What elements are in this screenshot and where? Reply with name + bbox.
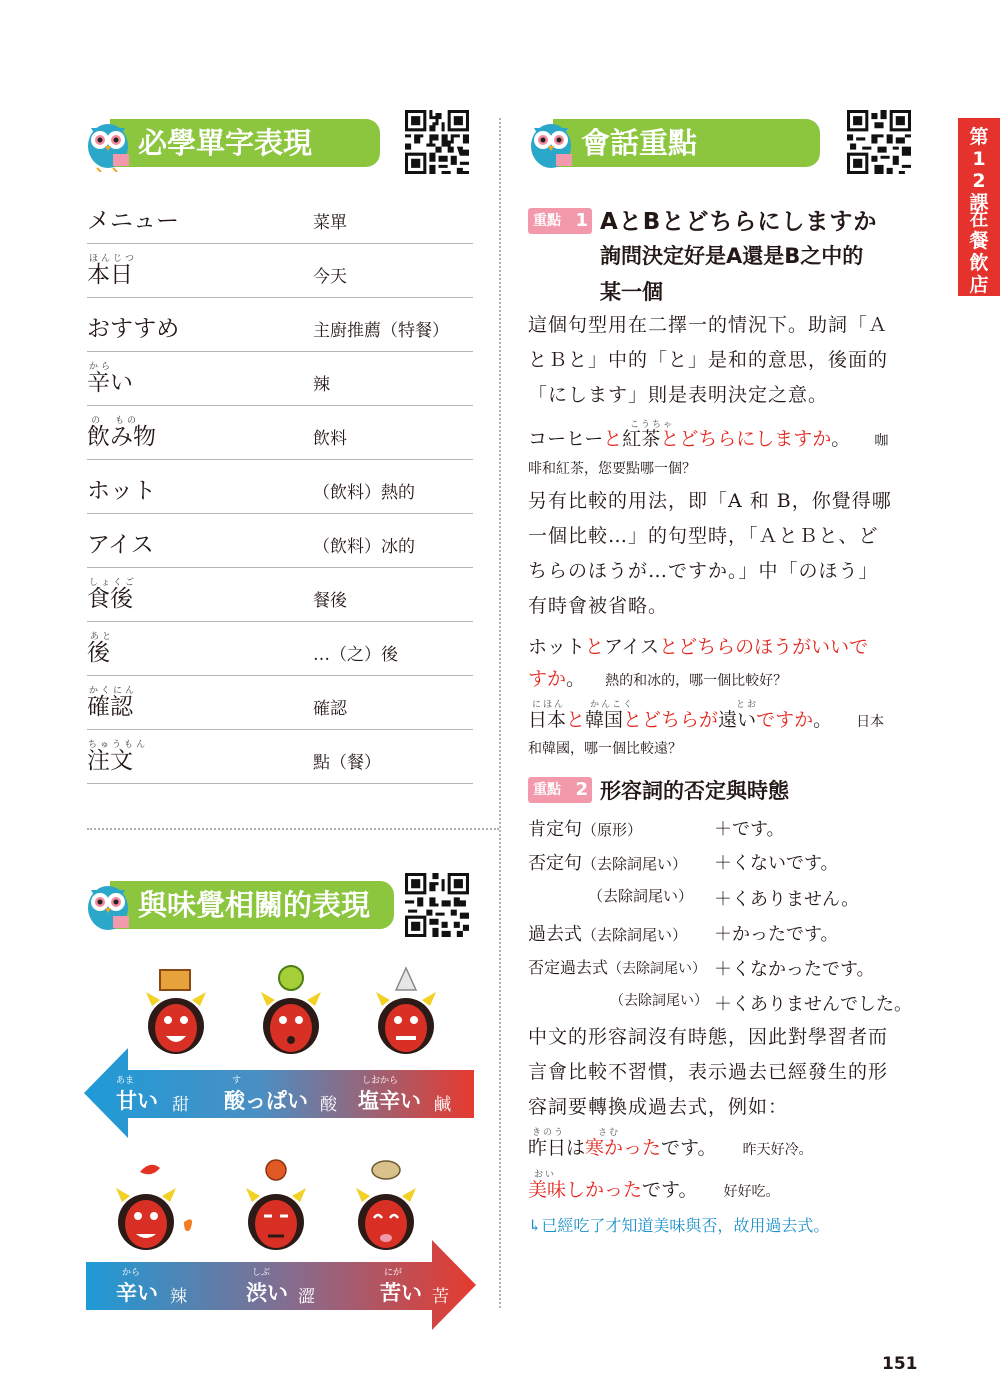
oni-sour-icon xyxy=(255,962,327,1056)
text-line: 「にします」則是表明決定之意。 xyxy=(528,384,829,406)
vocab-row xyxy=(87,244,473,298)
vocab-zh: （飲料）熱的 xyxy=(313,483,415,503)
vocab-jp: 注文 xyxy=(87,748,133,774)
grammar-note: （去除詞尾い） xyxy=(610,993,708,1009)
vocab-jp: 後 xyxy=(87,640,110,666)
taste-ruby: から xyxy=(122,1268,141,1278)
grammar-row xyxy=(528,849,918,875)
taste-zh: 甜 xyxy=(172,1095,189,1115)
ex-jp: ホット xyxy=(528,636,586,658)
grammar-form: ＋くないです。 xyxy=(714,853,839,874)
example-ruby: にほん xyxy=(532,700,566,710)
vocab-zh: 點（餐） xyxy=(313,753,381,773)
taste-ruby: あま xyxy=(116,1076,135,1086)
ex-jp: 。 xyxy=(831,428,851,450)
taste-zh: 酸 xyxy=(320,1095,337,1115)
lesson-side-tab xyxy=(958,118,1000,296)
taste-zh: 鹹 xyxy=(434,1095,451,1115)
ex-jp: コーヒー xyxy=(528,428,604,450)
text-line: とＢと」中的「と」是和的意思，後面的 xyxy=(528,349,889,371)
example-ruby: かんこく xyxy=(590,700,635,710)
point-1-example-1-translation: 啡和紅茶，您要點哪一個？ xyxy=(528,461,696,477)
note-arrow-icon: ↳ xyxy=(528,1216,542,1235)
point-1-example-1 xyxy=(528,424,920,451)
conv-section-title: 會話重點 xyxy=(581,126,698,160)
oni-salty-icon xyxy=(370,962,442,1056)
lesson-title: 在餐飲店 xyxy=(969,208,989,296)
point-1-heading-zh-2: 某一個 xyxy=(600,280,663,304)
vocab-row xyxy=(87,622,473,676)
grammar-note: （去除詞尾い） xyxy=(588,887,694,905)
ex-jp: です。 xyxy=(661,1137,717,1159)
vocab-zh: …（之）後 xyxy=(313,645,398,665)
point-1-body-2 xyxy=(528,484,918,624)
vocab-jp: メニュー xyxy=(87,208,179,234)
vocab-jp: ホット xyxy=(87,478,156,504)
point-1-heading-jp: AとBとどちらにしますか xyxy=(600,209,878,235)
ex-jp: アイス xyxy=(604,636,660,658)
point-1-example-2 xyxy=(528,632,920,659)
point-number: 1 xyxy=(575,210,588,231)
example-ruby: とお xyxy=(736,700,759,710)
vocab-zh: 主廚推薦（特餐） xyxy=(313,321,449,341)
grammar-label: 否定句 xyxy=(528,853,582,874)
page-number: 151 xyxy=(882,1354,918,1374)
vocab-ruby: ちゅうもん xyxy=(88,740,149,750)
ex-jp: 遠い xyxy=(718,709,757,731)
ex-zh: 咖 xyxy=(874,433,889,449)
taste-ruby: しおから xyxy=(362,1076,399,1086)
vocab-zh: 確認 xyxy=(313,699,347,719)
grammar-label: 否定過去式 xyxy=(528,958,609,977)
point-1-example-2-line2 xyxy=(528,664,920,691)
grammar-form: ＋くありませんでした。 xyxy=(714,994,912,1015)
ex-jp: 韓国 xyxy=(585,709,624,731)
text-line: 另有比較的用法，即「A 和 B，你覺得哪 xyxy=(528,490,892,512)
taste-ruby: しぶ xyxy=(252,1268,271,1278)
lesson-number: 第12課 xyxy=(969,126,989,214)
example-ruby: おい xyxy=(534,1170,557,1180)
taste-jp: 辛い xyxy=(116,1281,158,1305)
ex-jp-red: とどちらが xyxy=(623,709,719,731)
vocab-jp: 辛い xyxy=(87,370,133,396)
note-text: 已經吃了才知道美味與否，故用過去式。 xyxy=(541,1216,830,1235)
grammar-row xyxy=(528,920,918,946)
vocab-jp: おすすめ xyxy=(87,316,180,342)
point-2-heading: 形容詞的否定與時態 xyxy=(600,779,789,803)
vocab-row xyxy=(87,568,473,622)
ex-jp: 日本 xyxy=(528,709,567,731)
section-divider xyxy=(87,828,499,830)
grammar-note: （原形） xyxy=(582,821,643,839)
grammar-row xyxy=(528,815,918,841)
vocab-ruby: あと xyxy=(90,632,115,642)
taste-jp: 甘い xyxy=(116,1089,158,1113)
text-line: 言會比較不習慣，表示過去已經發生的形 xyxy=(528,1061,889,1083)
point-1-tag xyxy=(528,208,592,234)
vocab-ruby: かくにん xyxy=(89,686,138,696)
qr-code-icon xyxy=(405,110,469,174)
qr-code-icon xyxy=(405,873,469,937)
vocab-ruby: の もの xyxy=(91,416,140,426)
vocab-zh: 今天 xyxy=(313,267,347,287)
ex-jp-red: ですか xyxy=(756,709,814,731)
taste-zh: 辣 xyxy=(170,1287,187,1307)
oni-spicy-icon xyxy=(110,1158,200,1254)
example-ruby: きのう xyxy=(532,1128,566,1138)
point-1-example-3-translation: 和韓國，哪一個比較遠？ xyxy=(528,741,682,757)
ex-jp: 。 xyxy=(813,709,833,731)
vocab-row xyxy=(87,352,473,406)
point-2-note xyxy=(528,1213,829,1236)
grammar-note: （去除詞尾い） xyxy=(582,855,688,873)
vocab-row xyxy=(87,730,473,784)
ex-jp: 昨日 xyxy=(528,1137,567,1159)
vocab-jp: 食後 xyxy=(87,586,133,612)
point-number: 2 xyxy=(575,779,588,800)
ex-jp-red: とどちらのほうがいいで xyxy=(659,636,869,658)
vocab-jp: アイス xyxy=(87,532,154,558)
vocab-jp: 本日 xyxy=(87,262,133,288)
text-line: 一個比較…」的句型時，「ＡとＢと、ど xyxy=(528,525,879,547)
ex-jp: 。 xyxy=(566,668,586,690)
grammar-note: （去除詞尾い） xyxy=(582,926,688,944)
taste-section-header xyxy=(110,881,394,929)
taste-jp: 酸っぱい xyxy=(224,1089,308,1113)
grammar-row xyxy=(528,955,918,978)
taste-jp: 苦い xyxy=(380,1281,422,1305)
point-1-heading-zh-1: 詢問決定好是A還是B之中的 xyxy=(600,244,864,268)
vocab-row xyxy=(87,406,473,460)
text-line: 容詞要轉換成過去式，例如： xyxy=(528,1096,789,1118)
grammar-label: 肯定句 xyxy=(528,819,582,840)
ex-jp-red: と xyxy=(585,636,605,658)
owl-icon xyxy=(83,116,133,172)
vocab-row xyxy=(87,514,473,568)
taste-zh: 苦 xyxy=(432,1287,449,1307)
ex-jp-red: すか xyxy=(528,668,567,690)
grammar-form: ＋くなかったです。 xyxy=(714,959,875,980)
point-1-example-3 xyxy=(528,705,920,732)
ex-jp-red: 美味しかった xyxy=(528,1179,643,1201)
point-2-example-2 xyxy=(528,1175,920,1202)
ex-jp-red: と xyxy=(566,709,586,731)
vocab-row xyxy=(87,190,473,244)
ex-zh: 熱的和冰的，哪一個比較好？ xyxy=(605,673,788,689)
text-line: 這個句型用在二擇一的情況下。助詞「Ａ xyxy=(528,314,889,336)
grammar-form: ＋です。 xyxy=(714,819,785,840)
text-line: 有時會被省略。 xyxy=(528,595,669,617)
ex-jp-red: と xyxy=(603,428,623,450)
vocab-zh: （飲料）冰的 xyxy=(313,537,415,557)
text-line: ちらのほうが…ですか。」中「のほう」 xyxy=(528,560,879,582)
vocab-ruby: から xyxy=(89,362,114,372)
grammar-form: ＋かったです。 xyxy=(714,924,839,945)
ex-jp-red: とどちらにしますか xyxy=(660,428,832,450)
grammar-label: 過去式 xyxy=(528,924,582,945)
vocab-row xyxy=(87,676,473,730)
point-label: 重點 xyxy=(533,213,561,229)
ex-jp: です。 xyxy=(642,1179,698,1201)
taste-jp: 塩辛い xyxy=(358,1089,421,1113)
text-line: 中文的形容詞沒有時態，因此對學習者而 xyxy=(528,1026,889,1048)
grammar-note: （去除詞尾い） xyxy=(608,961,707,977)
vocab-jp: 飲み物 xyxy=(87,424,156,450)
vocab-section-header xyxy=(110,119,380,167)
vocab-zh: 餐後 xyxy=(313,591,347,611)
ex-jp: 紅茶 xyxy=(622,428,661,450)
oni-bitter-icon xyxy=(350,1156,422,1252)
grammar-form: ＋くありません。 xyxy=(714,889,860,910)
example-ruby: こうちゃ xyxy=(630,420,675,430)
point-2-tag xyxy=(528,777,592,803)
vocab-row xyxy=(87,460,473,514)
vocab-row xyxy=(87,298,473,352)
ex-jp-red: 寒かった xyxy=(585,1137,662,1159)
taste-ruby: にが xyxy=(384,1268,403,1278)
vocab-ruby: ほんじつ xyxy=(89,254,138,264)
oni-astringent-icon xyxy=(240,1156,312,1252)
ex-zh: 日本 xyxy=(856,714,885,730)
taste-section-title: 與味覺相關的表現 xyxy=(138,888,371,922)
point-2-body xyxy=(528,1020,918,1125)
vocab-section-title: 必學單字表現 xyxy=(138,126,313,160)
ex-zh: 好好吃。 xyxy=(723,1184,780,1200)
owl-icon xyxy=(526,116,576,172)
point-label: 重點 xyxy=(533,782,561,798)
example-ruby: さむ xyxy=(598,1128,621,1138)
owl-icon xyxy=(83,878,133,934)
column-divider xyxy=(499,118,501,1308)
vocab-zh: 飲料 xyxy=(313,429,347,449)
vocab-zh: 菜單 xyxy=(313,213,347,233)
ex-zh: 昨天好冷。 xyxy=(742,1142,813,1158)
qr-code-icon xyxy=(847,110,911,174)
vocab-zh: 辣 xyxy=(313,375,330,395)
oni-sweet-icon xyxy=(140,968,212,1056)
point-2-example-1 xyxy=(528,1133,920,1160)
point-1-body-1 xyxy=(528,308,918,413)
vocab-jp: 確認 xyxy=(87,694,133,720)
taste-jp: 渋い xyxy=(246,1281,288,1305)
ex-jp: は xyxy=(566,1137,586,1159)
conv-section-header xyxy=(553,119,820,167)
vocab-ruby: しょくご xyxy=(89,578,138,588)
taste-ruby: す xyxy=(232,1076,242,1086)
taste-zh: 澀 xyxy=(298,1287,315,1307)
